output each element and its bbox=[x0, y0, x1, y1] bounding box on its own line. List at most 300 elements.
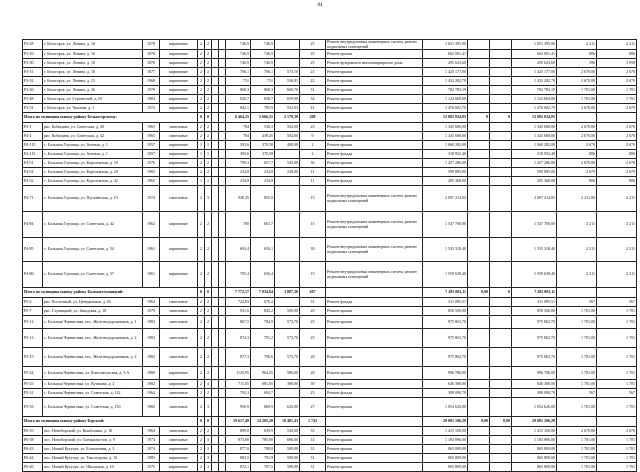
fund-cell bbox=[490, 329, 512, 348]
owned-area-cell: 620,00 bbox=[275, 398, 300, 417]
blank-cell bbox=[212, 95, 219, 104]
blank-cell bbox=[212, 380, 219, 389]
entrances-cell: 2 bbox=[205, 77, 212, 86]
entrances-cell: 2 bbox=[205, 238, 212, 262]
floors-cell: 2 bbox=[198, 40, 205, 50]
row-id-cell: Р3-36 bbox=[23, 86, 43, 95]
year-cell: 1982 bbox=[143, 329, 160, 348]
unit-cost-cell: 1 701,00 bbox=[557, 348, 597, 367]
address-cell: с. Большая Черниговка, ул. Кутякова, д. 2 bbox=[43, 380, 143, 389]
total-area-cell: 877,6 bbox=[226, 445, 251, 454]
fund-cell bbox=[490, 307, 512, 316]
blank-cell bbox=[219, 389, 226, 398]
wall-material-cell: панельные bbox=[160, 398, 198, 417]
total-cost-cell: 782 783,19 bbox=[512, 86, 557, 95]
table-body bbox=[23, 40, 637, 472]
fund-cell bbox=[490, 177, 512, 186]
total-area-cell: 874,3 bbox=[226, 329, 251, 348]
blank-cell bbox=[597, 288, 637, 298]
residents-cell: 21 bbox=[300, 68, 326, 77]
row-id-cell: Р5-15 bbox=[23, 348, 43, 367]
cost-cell: 318 952,40 bbox=[423, 150, 468, 159]
total-area-cell: 784 bbox=[226, 123, 251, 132]
blank-cell bbox=[219, 168, 226, 177]
owned-area-cell: 573,70 bbox=[275, 329, 300, 348]
total-area-cell: 799,3 bbox=[226, 159, 251, 168]
wall-material-cell: кирпичные bbox=[160, 238, 198, 262]
fund-cell bbox=[468, 329, 490, 348]
unit-cost-cell: 2 211,00 bbox=[557, 186, 597, 212]
owned-area-cell bbox=[275, 212, 300, 238]
fund-cell bbox=[468, 445, 490, 454]
residents-cell: 27 bbox=[300, 398, 326, 417]
unit-limit-cell: 1 701 bbox=[597, 348, 637, 367]
cost-cell: 646 380,00 bbox=[423, 380, 468, 389]
entrances-cell: 2 bbox=[205, 298, 212, 307]
owned-area-cell: 530,00 bbox=[275, 427, 300, 436]
unit-cost-cell: 2 670,00 bbox=[557, 104, 597, 113]
residential-area-cell: 538,3 bbox=[251, 123, 275, 132]
residents-cell: 31 bbox=[300, 454, 326, 463]
address-cell: пос. Новоборский, ул. Специалистов, д. 9 bbox=[43, 436, 143, 445]
row-id-cell: Р4-115 bbox=[23, 150, 43, 159]
address-cell: с. Большая Глушица, ул. Королевская, д. 20 bbox=[43, 168, 143, 177]
fund-cell bbox=[490, 77, 512, 86]
cost-cell: 1 415 100,00 bbox=[423, 427, 468, 436]
residential-area-cell: 784,9 bbox=[251, 316, 275, 329]
total-area-cell: 1125,95 bbox=[226, 367, 251, 380]
address-cell: г. Белогорск, ул. Ленина, д. 16 bbox=[43, 40, 143, 50]
table-row bbox=[23, 316, 637, 329]
residents-cell: 2 bbox=[300, 141, 326, 150]
blank-cell bbox=[326, 288, 423, 298]
residents-cell: 25 bbox=[300, 40, 326, 50]
floors-cell: 2 bbox=[198, 95, 205, 104]
floors-cell: 2 bbox=[198, 104, 205, 113]
total-area-cell: 711,05 bbox=[226, 380, 251, 389]
total-area-cell: 234,8 bbox=[226, 177, 251, 186]
address-cell: пос. Новый Кутулук, ул. Больничная, д. 3 bbox=[43, 445, 143, 454]
year-cell: 1964 bbox=[143, 298, 160, 307]
unit-cost-cell: 1 701,00 bbox=[557, 445, 597, 454]
residential-area-cell: 639,9 bbox=[251, 427, 275, 436]
owned-area-cell: 696,00 bbox=[275, 436, 300, 445]
total-residential-area-cell: 7 034,64 bbox=[251, 288, 275, 298]
table-row bbox=[23, 398, 637, 417]
blank-cell bbox=[219, 436, 226, 445]
fund-cell bbox=[468, 186, 490, 212]
total-cost-cell: 295 623,60 bbox=[512, 59, 557, 68]
fund-cell bbox=[490, 427, 512, 436]
year-cell: 1965 bbox=[143, 132, 160, 141]
floors-cell: 2 bbox=[198, 389, 205, 398]
residents-cell: 23 bbox=[300, 389, 326, 398]
table-row bbox=[23, 454, 637, 463]
unit-limit-cell: 567 bbox=[597, 389, 637, 398]
residential-area-cell: 706,1 bbox=[251, 68, 275, 77]
residential-area-cell: 657,7 bbox=[251, 159, 275, 168]
blank-cell bbox=[212, 77, 219, 86]
total-cost-cell: 318 952,40 bbox=[512, 150, 557, 159]
page-number: 84 bbox=[317, 3, 323, 8]
residential-area-cell: 661,7 bbox=[251, 212, 275, 238]
entrances-cell: 2 bbox=[205, 68, 212, 77]
blank-cell bbox=[597, 113, 637, 123]
total-fund-cell: 0,00 bbox=[490, 417, 512, 427]
address-cell: рис. Кобицина, ул. Советская, д. 42 bbox=[43, 132, 143, 141]
blank-cell bbox=[212, 288, 219, 298]
total-cost-cell: 205 368,00 bbox=[512, 177, 557, 186]
address-cell: с. Большая Глушица, ул. Советская, д. 57 bbox=[43, 262, 143, 288]
blank-cell bbox=[212, 86, 219, 95]
year-cell: 1982 bbox=[143, 398, 160, 417]
entrances-cell: 2 bbox=[205, 168, 212, 177]
total-cost-cell: 850 500,00 bbox=[512, 307, 557, 316]
floors-cell: 2 bbox=[198, 86, 205, 95]
fund-cell bbox=[468, 86, 490, 95]
total-cost-cell: 1 122 669,00 bbox=[512, 95, 557, 104]
residential-area-cell: 868,3 bbox=[251, 86, 275, 95]
unit-limit-cell: 2 670 bbox=[597, 104, 637, 113]
residents-cell: 31 bbox=[300, 445, 326, 454]
floors-cell: 2 bbox=[198, 398, 205, 417]
work-type-cell: Ремонт внутридомовых инженерных систем, ремонт подвальных помещений bbox=[326, 238, 423, 262]
unit-cost-cell: 1 701,00 bbox=[557, 463, 597, 472]
wall-material-cell: кирпичные bbox=[160, 50, 198, 59]
residential-area-cell: 670,2 bbox=[251, 298, 275, 307]
year-cell: 1878 bbox=[143, 40, 160, 50]
year-cell: 1964 bbox=[143, 389, 160, 398]
fund-cell bbox=[490, 398, 512, 417]
owned-area-cell bbox=[275, 186, 300, 212]
total-area-cell: 784 bbox=[226, 132, 251, 141]
total-sum-cell: 29 081 106,28 bbox=[512, 417, 557, 427]
total-cost-cell: 602 001,41 bbox=[512, 50, 557, 59]
year-cell: 1961 bbox=[143, 238, 160, 262]
total-row bbox=[23, 417, 637, 427]
total-fund-cell: 0 bbox=[490, 288, 512, 298]
cost-cell: 1 432 282,70 bbox=[423, 77, 468, 86]
row-id-cell: Р4-32 bbox=[23, 177, 43, 186]
wall-material-cell: кирпичные bbox=[160, 68, 198, 77]
total-cost-cell: 599 805,00 bbox=[512, 168, 557, 177]
wall-material-cell: кирпичные bbox=[160, 262, 198, 288]
residential-area-cell: 681,05 bbox=[251, 380, 275, 389]
owned-area-cell: 573,70 bbox=[275, 316, 300, 329]
blank-cell bbox=[219, 307, 226, 316]
blank-cell bbox=[212, 436, 219, 445]
blank-cell bbox=[219, 262, 226, 288]
entrances-cell: 2 bbox=[205, 262, 212, 288]
blank-cell bbox=[212, 329, 219, 348]
total-cost-cell: 1 651 395,90 bbox=[512, 40, 557, 50]
year-cell: 1970 bbox=[143, 159, 160, 168]
blank-cell bbox=[219, 159, 226, 168]
blank-cell bbox=[219, 177, 226, 186]
residents-cell: 30 bbox=[300, 238, 326, 262]
address-cell: рис. Кобицина, ул. Советская, д. 40 bbox=[43, 123, 143, 132]
total-owned-area-cell: 3 887,30 bbox=[275, 288, 300, 298]
residents-cell: 15 bbox=[300, 212, 326, 238]
cost-cell: 850 500,00 bbox=[423, 307, 468, 316]
address-cell: рис. Восточный, ул. Центральная, д. 65 bbox=[43, 298, 143, 307]
entrances-cell: 2 bbox=[205, 329, 212, 348]
unit-limit-cell: 2 670 bbox=[597, 168, 637, 177]
floors-cell: 2 bbox=[198, 427, 205, 436]
owned-area-cell: 380,00 bbox=[275, 380, 300, 389]
fund-cell bbox=[490, 123, 512, 132]
entrances-cell: 3 bbox=[205, 445, 212, 454]
unit-cost-cell: 567 bbox=[557, 298, 597, 307]
cost-cell: 975 863,70 bbox=[423, 316, 468, 329]
table-row bbox=[23, 186, 637, 212]
address-cell: с. Большая Черниговка, пос. Железнодорожников, д. 2 bbox=[43, 329, 143, 348]
entrances-cell: 2 bbox=[205, 348, 212, 367]
wall-material-cell: кирпичные bbox=[160, 454, 198, 463]
work-type-cell: Ремонт крыши bbox=[326, 68, 423, 77]
table-row bbox=[23, 141, 637, 150]
total-area-cell: 873,00 bbox=[226, 436, 251, 445]
blank-cell bbox=[212, 50, 219, 59]
total-area-cell: 842,1 bbox=[226, 104, 251, 113]
floors-cell: 2 bbox=[198, 212, 205, 238]
unit-limit-cell: 1 701 bbox=[597, 367, 637, 380]
blank-cell bbox=[212, 123, 219, 132]
residential-area-cell: 656,1 bbox=[251, 238, 275, 262]
owned-area-cell bbox=[275, 389, 300, 398]
table-row bbox=[23, 168, 637, 177]
unit-limit-cell: 3 958 bbox=[597, 59, 637, 68]
floors-cell: 2 bbox=[198, 463, 205, 472]
wall-material-cell: панельные bbox=[160, 316, 198, 329]
work-type-cell: Ремонт крыши bbox=[326, 104, 423, 113]
wall-material-cell: кирпичные bbox=[160, 86, 198, 95]
unit-cost-cell: 806 bbox=[557, 177, 597, 186]
total-area-cell: 868,3 bbox=[226, 86, 251, 95]
owned-area-cell bbox=[275, 262, 300, 288]
blank-cell bbox=[219, 316, 226, 329]
row-id-cell: Р4-115 bbox=[23, 141, 43, 150]
residential-area-cell: 370,58 bbox=[251, 141, 275, 150]
year-cell: 1974 bbox=[143, 436, 160, 445]
total-label-cell: Итого по муниципальному району Большеглушицкий: bbox=[23, 288, 198, 298]
fund-cell bbox=[490, 445, 512, 454]
floors-cell: 2 bbox=[198, 262, 205, 288]
table-row bbox=[23, 348, 637, 367]
total-row bbox=[23, 113, 637, 123]
address-cell: г. Белогорск, ул. Ленина, д. 21 bbox=[43, 77, 143, 86]
total-area-cell: 393,6 bbox=[226, 141, 251, 150]
blank-cell bbox=[212, 212, 219, 238]
fund-cell bbox=[468, 150, 490, 159]
total-cost-cell: 865 809,00 bbox=[512, 454, 557, 463]
row-id-cell: Р6-44 bbox=[23, 454, 43, 463]
fund-cell bbox=[468, 104, 490, 113]
total-residential-area-cell: 5 666,31 bbox=[251, 113, 275, 123]
work-type-cell: Ремонт внутридомовых инженерных систем, ремонт подвальных помещений bbox=[326, 40, 423, 50]
owned-area-cell bbox=[275, 298, 300, 307]
wall-material-cell: панельные bbox=[160, 436, 198, 445]
fund-cell bbox=[490, 68, 512, 77]
entrances-cell: 1 bbox=[205, 141, 212, 150]
floors-cell: 2 bbox=[198, 238, 205, 262]
work-type-cell: Ремонт крыши bbox=[326, 159, 423, 168]
blank-cell bbox=[326, 113, 423, 123]
total-area-cell: 872,1 bbox=[226, 463, 251, 472]
fund-cell bbox=[468, 177, 490, 186]
total-cost-cell: 398 090,70 bbox=[512, 389, 557, 398]
address-cell: с. Большая Черниговка, ул. Комсомольская, д. 3 А bbox=[43, 367, 143, 380]
unit-cost-cell: 1 701,00 bbox=[557, 454, 597, 463]
unit-limit-cell: 1 701 bbox=[597, 454, 637, 463]
total-area-cell: 393,6 bbox=[226, 150, 251, 159]
residential-area-cell: 656,4 bbox=[251, 262, 275, 288]
total-area-cell: 883,5 bbox=[226, 454, 251, 463]
row-id-cell: Р6-43 bbox=[23, 445, 43, 454]
residents-cell: 25 bbox=[300, 316, 326, 329]
residential-area-cell: 234,8 bbox=[251, 177, 275, 186]
fund-cell bbox=[490, 436, 512, 445]
year-cell: 1878 bbox=[143, 59, 160, 68]
cost-cell: 295 623,60 bbox=[423, 59, 468, 68]
entrances-cell: 2 bbox=[205, 50, 212, 59]
cost-cell: 782 783,19 bbox=[423, 86, 468, 95]
row-id-cell: Р5-12 bbox=[23, 316, 43, 329]
total-cell: 0 bbox=[198, 113, 205, 123]
fund-cell bbox=[490, 316, 512, 329]
fund-cell bbox=[490, 50, 512, 59]
blank-cell bbox=[212, 113, 219, 123]
work-type-cell: Ремонт крыши bbox=[326, 398, 423, 417]
cost-cell: 975 863,70 bbox=[423, 329, 468, 348]
fund-cell bbox=[468, 159, 490, 168]
floors-cell: 2 bbox=[198, 436, 205, 445]
total-residents-cell: 208 bbox=[300, 113, 326, 123]
work-type-cell: Ремонт крыши bbox=[326, 95, 423, 104]
owned-area-cell: 586,00 bbox=[275, 367, 300, 380]
floors-cell: 2 bbox=[198, 348, 205, 367]
total-area-cell: 820,7 bbox=[226, 95, 251, 104]
wall-material-cell: кирпичные bbox=[160, 159, 198, 168]
blank-cell bbox=[219, 123, 226, 132]
unit-limit-cell: 1 701 bbox=[597, 86, 637, 95]
work-type-cell: Ремонт внутридомовых инженерных систем, ремонт подвальных помещений bbox=[326, 186, 423, 212]
year-cell: 1982 bbox=[143, 380, 160, 389]
residents-cell: 31 bbox=[300, 463, 326, 472]
cost-cell: 599 805,00 bbox=[423, 168, 468, 177]
unit-limit-cell: 2 670 bbox=[597, 141, 637, 150]
wall-material-cell: панельные bbox=[160, 186, 198, 212]
unit-limit-cell: 1 701 bbox=[597, 445, 637, 454]
total-cost-cell: 975 863,70 bbox=[512, 348, 557, 367]
entrances-cell: 2 bbox=[205, 59, 212, 68]
unit-cost-cell: 806 bbox=[557, 50, 597, 59]
work-type-cell: Ремонт крыши bbox=[326, 427, 423, 436]
floors-cell: 2 bbox=[198, 186, 205, 212]
total-residents-cell: 1 743 bbox=[300, 417, 326, 427]
blank-cell bbox=[212, 150, 219, 159]
work-type-cell: Ремонт крыши bbox=[326, 50, 423, 59]
blank-cell bbox=[219, 113, 226, 123]
work-type-cell: Ремонт крыши bbox=[326, 380, 423, 389]
blank-cell bbox=[212, 104, 219, 113]
unit-limit-cell: 2 211 bbox=[597, 238, 637, 262]
residents-cell: 22 bbox=[300, 77, 326, 86]
blank-cell bbox=[212, 59, 219, 68]
fund-cell bbox=[468, 262, 490, 288]
floors-cell: 2 bbox=[198, 77, 205, 86]
unit-cost-cell: 1 701,00 bbox=[557, 398, 597, 417]
entrances-cell: 2 bbox=[205, 132, 212, 141]
fund-cell bbox=[490, 298, 512, 307]
owned-area-cell bbox=[275, 177, 300, 186]
work-type-cell: Ремонт фасада bbox=[326, 389, 423, 398]
total-residential-area-cell: 14 205,28 bbox=[251, 417, 275, 427]
address-cell: с. Большая Черниговка, пос. Железнодорожников, д. 1 bbox=[43, 316, 143, 329]
blank-cell bbox=[219, 427, 226, 436]
entrances-cell: 3 bbox=[205, 436, 212, 445]
fund-cell bbox=[468, 50, 490, 59]
owned-area-cell bbox=[275, 150, 300, 159]
floors-cell: 2 bbox=[198, 316, 205, 329]
work-type-cell: Ремонт крыши bbox=[326, 86, 423, 95]
fund-cell bbox=[468, 380, 490, 389]
year-cell: 1980 bbox=[143, 367, 160, 380]
table-row bbox=[23, 367, 637, 380]
total-cost-cell: 1 425 177,00 bbox=[512, 68, 557, 77]
total-fund-cell: 0 bbox=[490, 113, 512, 123]
owned-area-cell bbox=[275, 50, 300, 59]
total-cost-cell: 1 183 896,00 bbox=[512, 436, 557, 445]
owned-area-cell bbox=[275, 40, 300, 50]
work-type-cell: Ремонт крыши bbox=[326, 141, 423, 150]
residents-cell: 15 bbox=[300, 262, 326, 288]
unit-cost-cell: 1 701,00 bbox=[557, 367, 597, 380]
row-id-cell: Р4-2 bbox=[23, 132, 43, 141]
cost-cell: 1 547 700,00 bbox=[423, 212, 468, 238]
table-row bbox=[23, 262, 637, 288]
total-area-cell: 867,5 bbox=[226, 316, 251, 329]
unit-limit-cell: 806 bbox=[597, 150, 637, 159]
blank-cell bbox=[219, 329, 226, 348]
fund-cell bbox=[490, 348, 512, 367]
fund-cell bbox=[468, 389, 490, 398]
total-cost-cell: 1 060 282,00 bbox=[512, 141, 557, 150]
address-cell: с. Большая Черниговка, ул. Советская, д. 142 bbox=[43, 389, 143, 398]
fund-cell bbox=[490, 59, 512, 68]
row-id-cell: Р5-24 bbox=[23, 367, 43, 380]
fund-cell bbox=[468, 132, 490, 141]
work-type-cell: Ремонт фасада bbox=[326, 177, 423, 186]
year-cell: 1984 bbox=[143, 95, 160, 104]
owned-area-cell: 573,10 bbox=[275, 68, 300, 77]
work-type-cell: Ремонт фундамента многоквартирного дома bbox=[326, 59, 423, 68]
address-cell: с. Большая Черниговка, ул. Советская, д. 150 bbox=[43, 398, 143, 417]
row-id-cell: Р5-2 bbox=[23, 298, 43, 307]
floors-cell: 1 bbox=[198, 177, 205, 186]
fund-cell bbox=[490, 168, 512, 177]
fund-cell bbox=[490, 380, 512, 389]
unit-cost-cell: 567 bbox=[557, 389, 597, 398]
fund-cell bbox=[468, 316, 490, 329]
wall-material-cell: кирпичные bbox=[160, 168, 198, 177]
unit-limit-cell: 1 701 bbox=[597, 398, 637, 417]
total-area-cell: 705,4 bbox=[226, 262, 251, 288]
total-sum-cell: 7 285 003,11 bbox=[512, 288, 557, 298]
cost-cell: 1 122 669,00 bbox=[423, 95, 468, 104]
floors-cell: 2 bbox=[198, 298, 205, 307]
total-fund-cell: 0,00 bbox=[468, 417, 490, 427]
